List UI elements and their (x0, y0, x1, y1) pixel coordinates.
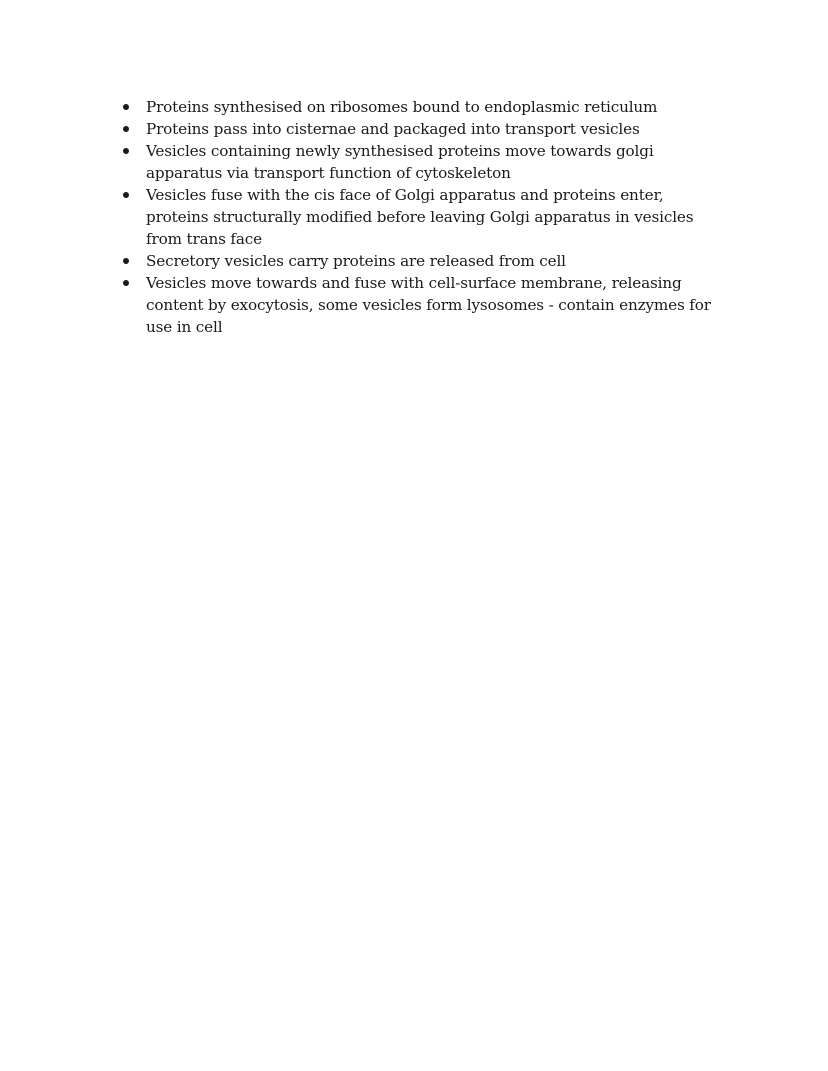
bullet-icon (123, 148, 129, 154)
list-item (118, 272, 728, 338)
list-item-text: Proteins pass into cisternae and packaged into transport vesicles (146, 120, 640, 138)
list-item (118, 118, 728, 140)
bullet-icon (123, 280, 129, 286)
bullet-list (118, 96, 728, 338)
bullet-icon (123, 192, 129, 198)
list-item-text: Secretory vesicles carry proteins are released from cell (146, 252, 566, 270)
list-item (118, 250, 728, 272)
bullet-icon (123, 126, 129, 132)
list-item (118, 96, 728, 118)
bullet-icon (123, 258, 129, 264)
list-item (118, 184, 728, 250)
list-item-text: Vesicles move towards and fuse with cell-surface membrane, releasing content by exocytosis, some vesicles form lysosomes - contain enzymes for use in cell (146, 274, 711, 336)
list-item (118, 140, 728, 184)
list-item-text: Vesicles containing newly synthesised proteins move towards golgi apparatus via transport function of cytoskeleton (146, 142, 654, 182)
list-item-text: Vesicles fuse with the cis face of Golgi apparatus and proteins enter, proteins structurally modified before leaving Golgi apparatus in vesicles from trans face (146, 186, 694, 248)
list-item-text: Proteins synthesised on ribosomes bound to endoplasmic reticulum (146, 98, 658, 116)
bullet-icon (123, 104, 129, 110)
